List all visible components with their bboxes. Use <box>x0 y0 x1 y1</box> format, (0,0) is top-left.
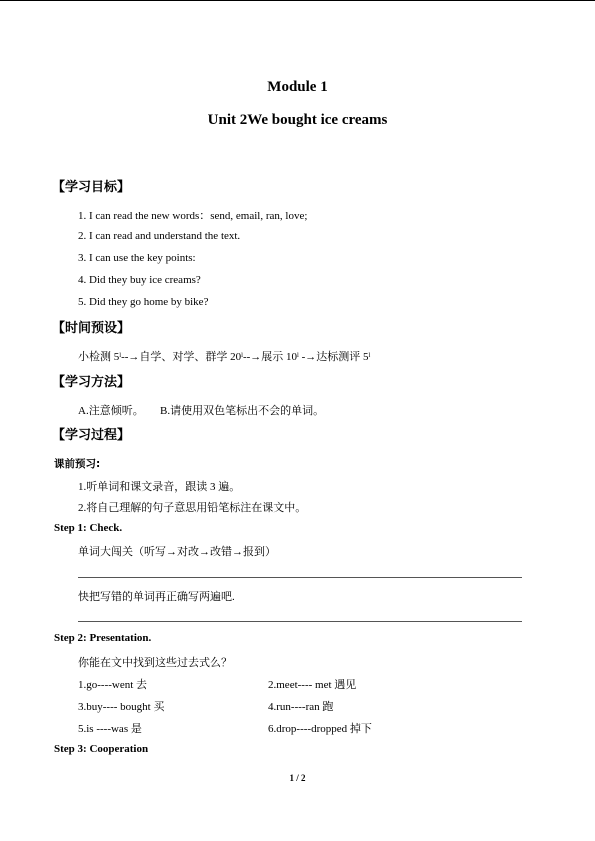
verb-pair: 1.go----went 去 <box>78 679 148 691</box>
objective-item: 3. I can use the key points: <box>78 252 196 264</box>
time-heading: 【时间预设】 <box>52 321 131 336</box>
verb-pair: 2.meet---- met 遇见 <box>268 679 357 691</box>
preview-item: 2.将自己理解的句子意思用铅笔标注在课文中。 <box>78 502 307 514</box>
unit-title: Unit 2We bought ice creams <box>207 112 388 128</box>
objectives-heading: 【学习目标】 <box>52 180 131 195</box>
step1-text2: 快把写错的单词再正确写两遍吧. <box>78 591 235 603</box>
step1-label: Step 1: Check. <box>54 522 123 534</box>
answer-line <box>78 621 522 622</box>
preview-label: 课前预习: <box>54 458 101 470</box>
preview-item: 1.听单词和课文录音，跟读 3 遍。 <box>78 481 241 493</box>
objective-item: 1. I can read the new words：send, email, ran, love; <box>78 210 308 222</box>
step1-text: 单词大闯关（听写→对改→改错→报到） <box>78 546 276 558</box>
objective-item: 2. I can read and understand the text. <box>78 230 241 242</box>
answer-line <box>78 577 522 578</box>
step2-label: Step 2: Presentation. <box>54 632 152 644</box>
verb-pair: 4.run----ran 跑 <box>268 701 334 713</box>
verb-pair: 3.buy---- bought 买 <box>78 701 165 713</box>
verb-pair: 6.drop----dropped 掉下 <box>268 723 372 735</box>
step3-label: Step 3: Cooperation <box>54 743 149 755</box>
time-plan: 小检测 5ˡ--→自学、对学、群学 20ˡ--→展示 10ˡ -→达标测评 5ˡ <box>78 351 371 363</box>
method-a: A.注意倾听。 <box>78 405 144 417</box>
step2-question: 你能在文中找到这些过去式么？ <box>78 657 232 669</box>
objective-item: 4. Did they buy ice creams? <box>78 274 201 286</box>
page-number: 1 / 2 <box>289 773 306 783</box>
module-title: Module 1 <box>267 79 328 95</box>
objective-item: 5. Did they go home by bike? <box>78 296 209 308</box>
method-b: B.请使用双色笔标出不会的单词。 <box>160 405 325 417</box>
process-heading: 【学习过程】 <box>52 428 131 443</box>
method-heading: 【学习方法】 <box>52 375 131 390</box>
verb-pair: 5.is ----was 是 <box>78 723 142 735</box>
